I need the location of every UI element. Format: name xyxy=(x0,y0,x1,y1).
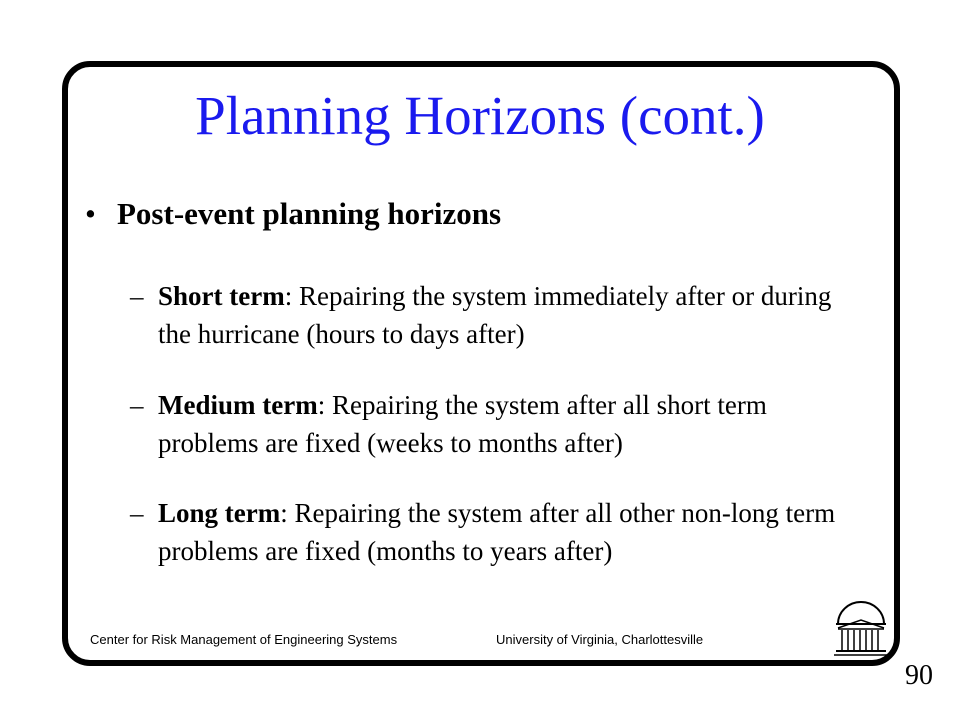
footer-university: University of Virginia, Charlottesville xyxy=(496,632,704,647)
sub-item-medium-term xyxy=(130,386,870,462)
sub-item-text: : Repairing the system after all other non-long term problems are fixed (months to years after) xyxy=(158,498,836,566)
bullet-dot-icon: • xyxy=(85,196,96,231)
sub-item-term: Medium term xyxy=(158,390,318,420)
sub-item-short-term xyxy=(130,277,870,353)
page-number: 90 xyxy=(905,660,933,691)
dash-icon: – xyxy=(130,498,144,528)
sub-item-text: : Repairing the system after all short term problems are fixed (weeks to months after) xyxy=(158,390,767,458)
sub-item-long-term xyxy=(130,494,870,570)
sub-item-text: : Repairing the system immediately after or during the hurricane (hours to days after) xyxy=(158,281,832,349)
dash-icon: – xyxy=(130,390,144,420)
sub-item-term: Short term xyxy=(158,281,285,311)
university-rotunda-icon xyxy=(832,598,890,658)
footer-organization: Center for Risk Management of Engineering Systems xyxy=(90,632,398,647)
slide-frame xyxy=(62,61,900,666)
dash-icon: – xyxy=(130,281,144,311)
slide-title: Planning Horizons (cont.) xyxy=(195,85,765,146)
sub-item-term: Long term xyxy=(158,498,281,528)
main-bullet xyxy=(85,195,501,232)
main-bullet-text: Post-event planning horizons xyxy=(117,196,502,231)
